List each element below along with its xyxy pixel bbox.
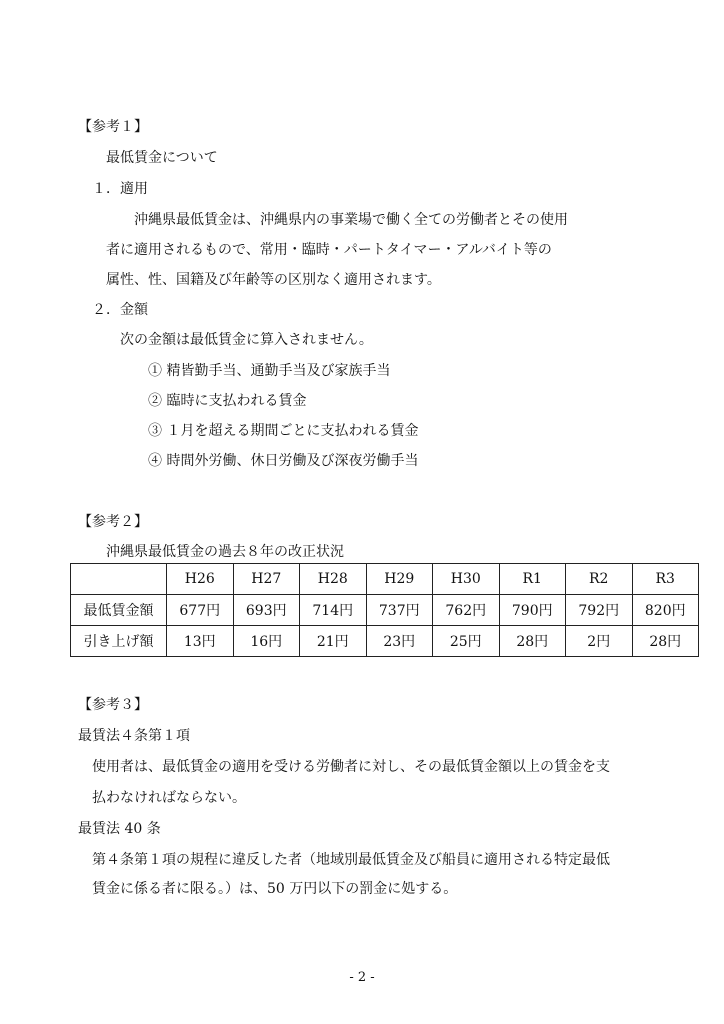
excluded-item: ① 精皆勤手当、通勤手当及び家族手当: [148, 363, 391, 379]
table-row: [71, 595, 699, 626]
law2-title: 最賃法 40 条: [78, 821, 161, 837]
table-cell: 714円: [300, 595, 367, 626]
table-cell: 792円: [566, 595, 633, 626]
ref1-subtitle: 最低賃金について: [106, 150, 218, 166]
table-cell: 25円: [433, 626, 500, 657]
table-cell: 28円: [632, 626, 699, 657]
table-cell: 2円: [566, 626, 633, 657]
ref3-heading: 【参考３】: [78, 697, 148, 713]
sec2-intro: 次の金額は最低賃金に算入されません。: [120, 332, 373, 348]
sec1-line-3: 属性、性、国籍及び年齢等の区別なく適用されます。: [106, 272, 441, 288]
table-cell: 677円: [167, 595, 234, 626]
excluded-item: ② 臨時に支払われる賃金: [148, 393, 307, 409]
table-cell: 23円: [366, 626, 433, 657]
table-row-label: 最低賃金額: [71, 595, 167, 626]
table-cell: 820円: [632, 595, 699, 626]
table-cell: 13円: [167, 626, 234, 657]
ref1-heading: 【参考１】: [78, 119, 148, 135]
table-header-cell: H29: [366, 564, 433, 595]
table-header-cell: H28: [300, 564, 367, 595]
table-cell: 21円: [300, 626, 367, 657]
table-cell: 790円: [499, 595, 566, 626]
table-row: [71, 626, 699, 657]
table-cell: 28円: [499, 626, 566, 657]
table-header-row: [71, 564, 699, 595]
ref2-caption: 沖縄県最低賃金の過去８年の改正状況: [106, 544, 344, 560]
table-header-cell: R3: [632, 564, 699, 595]
law1-title: 最賃法４条第１項: [78, 728, 190, 744]
table-cell: 693円: [233, 595, 300, 626]
table-header-cell: [71, 564, 167, 595]
table-header-cell: H26: [167, 564, 234, 595]
table-header-cell: H27: [233, 564, 300, 595]
table-cell: 762円: [433, 595, 500, 626]
table-header-cell: R1: [499, 564, 566, 595]
table-row-label: 引き上げ額: [71, 626, 167, 657]
sec1-line-1: 沖縄県最低賃金は、沖縄県内の事業場で働く全ての労働者とその使用: [134, 212, 568, 228]
table-header-cell: R2: [566, 564, 633, 595]
sec1-line-2: 者に適用されるもので、常用・臨時・パートタイマー・アルバイト等の: [106, 242, 552, 258]
table-header-cell: H30: [433, 564, 500, 595]
sec2-title: ２．金額: [92, 302, 148, 318]
table-cell: 737円: [366, 595, 433, 626]
law1-line-2: 払わなければならない。: [92, 790, 246, 806]
minimum-wage-table: [70, 563, 699, 657]
law1-line-1: 使用者は、最低賃金の適用を受ける労働者に対し、その最低賃金額以上の賃金を支: [92, 759, 610, 775]
ref2-heading: 【参考２】: [78, 514, 148, 530]
law2-line-2: 賃金に係る者に限る。）は、50 万円以下の罰金に処する。: [92, 881, 458, 897]
page-number: - 2 -: [349, 970, 375, 985]
sec1-title: １．適用: [92, 181, 148, 197]
table-cell: 16円: [233, 626, 300, 657]
law2-line-1: 第４条第１項の規程に違反した者（地域別最低賃金及び船員に適用される特定最低: [92, 852, 610, 868]
excluded-item: ④ 時間外労働、休日労働及び深夜労働手当: [148, 453, 419, 469]
excluded-item: ③ １月を超える期間ごとに支払われる賃金: [148, 423, 419, 439]
